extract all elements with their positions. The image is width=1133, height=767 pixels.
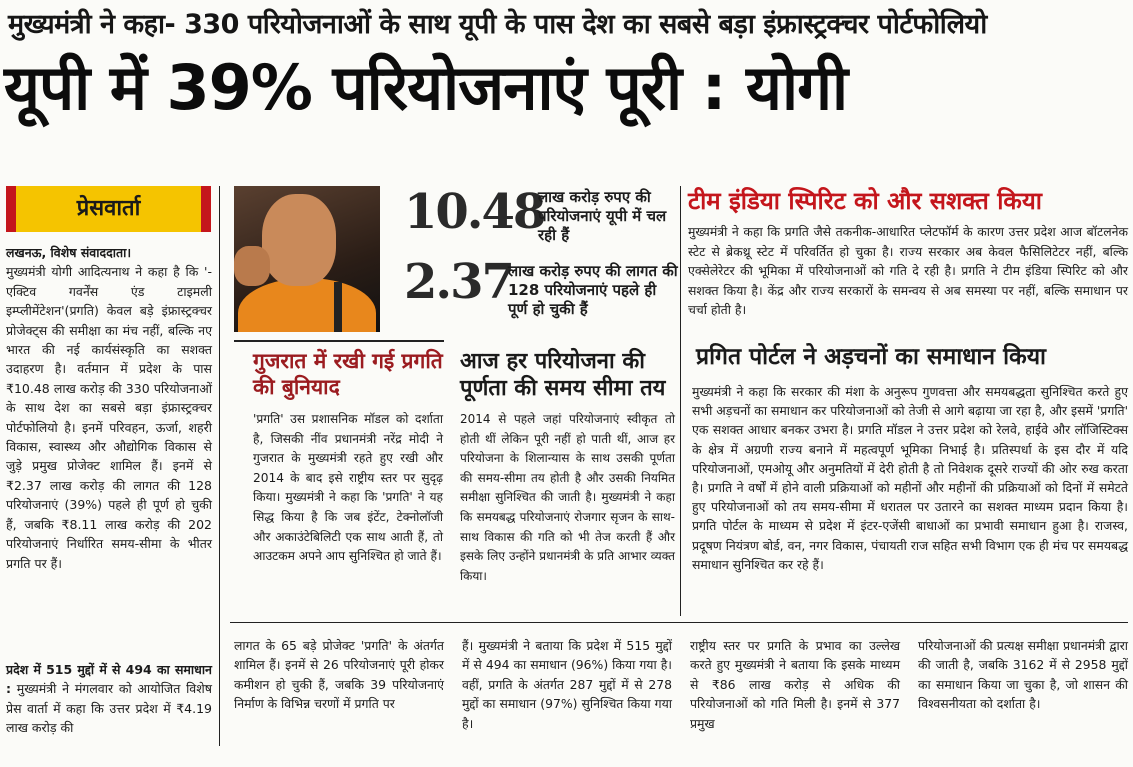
- column-divider: [219, 186, 220, 746]
- box-deadline-heading: आज हर परियोजना की पूर्णता की समय सीमा तय: [460, 349, 666, 401]
- chief-minister-photo: [234, 186, 380, 332]
- bottom-col-2: हैं। मुख्यमंत्री ने बताया कि प्रदेश में 515 मुद्दों में से 494 का समाधान (96%) किया गया है। वहीं, प्रगति के अंतर्गत 287 मुद्दों में से 278 मुद्दों का समाधान (97%) सुनिश्चित किया गया है।: [462, 638, 672, 731]
- lead-paragraph-2: मुख्यमंत्री ने मंगलवार को आयोजित विशेष प्रेस वार्ता में कहा कि उत्तर प्रदेश में ₹4.19 लाख करोड़ की: [6, 681, 212, 736]
- stat-number-2: 2.37: [404, 254, 513, 310]
- bottom-col-3: राष्ट्रीय स्तर पर प्रगति के प्रभाव का उल्लेख करते हुए मुख्यमंत्री ने बताया कि इसके माध्यम से ₹86 लाख करोड़ से अधिक की परियोजनाओं को गति मिली है। इनमें से 377 प्रमुख: [690, 638, 900, 731]
- box-team-text: मुख्यमंत्री ने कहा कि प्रगति जैसे तकनीक-आधारित प्लेटफॉर्म के कारण उत्तर प्रदेश आज बॉटलनेक स्टेट से ब्रेकथ्रू स्टेट में परिवर्तित हो चुका है। राज्य सरकार अब केवल फैसिलिटेटर नहीं, बल्कि एक्सेलेरेटर की भूमिका में परियोजनाओं को गति दे रही है। प्रगति ने टीम इंडिया स्पिरिट को और सशक्त किया है। केंद्र और राज्य सरकारों के समन्वय से अब समस्या पर नहीं, बल्कि समाधान पर चर्चा होती है।: [688, 224, 1128, 318]
- box-gujarat-rule: [234, 340, 444, 342]
- bottom-col-1: लागत के 65 बड़े प्रोजेक्ट 'प्रगति' के अंतर्गत शामिल हैं। इनमें से 26 परियोजनाएं पूरी होकर कमीशन हो चुकी हैं, जबकि 39 परियोजनाएं निर्माण के विभिन्न चरणों में प्रगति पर: [234, 638, 444, 712]
- stat-desc-1: लाख करोड़ रुपए की परियोजनाएं यूपी में चल रही हैं: [538, 188, 667, 244]
- lead-column: [6, 243, 212, 573]
- main-headline: यूपी में 39% परियोजनाएं पूरी : योगी: [4, 51, 848, 124]
- dateline: लखनऊ, विशेष संवाददाता।: [6, 245, 132, 260]
- lead-column-bottom: [6, 660, 212, 738]
- kicker-headline: मुख्यमंत्री ने कहा- 330 परियोजनाओं के साथ यूपी के पास देश का सबसे बड़ा इंफ्रास्ट्रक्चर पोर्टफोलियो: [8, 9, 987, 40]
- bottom-rule: [230, 622, 1128, 623]
- resolution-subhead: प्रदेश में 515 मुद्दों में से 494 का समाधान :: [6, 662, 212, 697]
- column-divider-right: [680, 186, 681, 616]
- badge-label: प्रेसवार्ता: [76, 196, 141, 221]
- lead-paragraph: मुख्यमंत्री योगी आदित्यनाथ ने कहा है कि '-एक्टिव गवर्नेंस एंड टाइमली इम्प्लीमेंटेशन'(प्रगति) केवल बड़े इंफ्रास्ट्रक्चर प्रोजेक्ट्स की समीक्षा का मंच नहीं, बल्कि नए भारत की नई कार्यसंस्कृति का सशक्त उदाहरण है। वर्तमान में प्रदेश के पास ₹10.48 लाख करोड़ की 330 परियोजनाओं के साथ देश का सबसे बड़ा इंफ्रास्ट्रक्चर पोर्टफोलियो है। इनमें परिवहन, ऊर्जा, शहरी विकास, स्वास्थ्य और औद्योगिक विकास से जुड़े प्रमुख प्रोजेक्ट शामिल हैं। इनमें से ₹2.37 लाख करोड़ की लागत की 128 परियोजनाएं (39%) पहले ही पूर्ण हो चुकी हैं, जबकि ₹8.11 लाख करोड़ की 202 परियोजनाएं निर्धारित समय-सीमा के भीतर प्रगति पर हैं।: [6, 264, 212, 571]
- stat-desc-2: लाख करोड़ रुपए की लागत की 128 परियोजनाएं पहले ही पूर्ण हो चुकी हैं: [508, 262, 678, 318]
- box-gujarat-heading: गुजरात में रखी गई प्रगति की बुनियाद: [253, 349, 443, 399]
- bottom-col-4: परियोजनाओं की प्रत्यक्ष समीक्षा प्रधानमंत्री द्वारा की जाती है, जबकि 3162 में से 2958 मुद्दों का समाधान किया जा चुका है, जो शासन की विश्वसनीयता को दर्शाता है।: [918, 638, 1128, 712]
- box-gujarat-text: 'प्रगति' उस प्रशासनिक मॉडल को दर्शाता है, जिसकी नींव प्रधानमंत्री नरेंद्र मोदी ने गुजरात के मुख्यमंत्री रहते हुए रखी और 2014 के बाद इसे राष्ट्रीय स्तर पर सुदृढ़ किया। मुख्यमंत्री ने कहा कि 'प्रगति' ने यह सिद्ध किया है कि जब इंटेंट, टेक्नोलॉजी और अकाउंटेबिलिटी एक साथ आती हैं, तो आउटकम अपने आप सुनिश्चित हो जाते हैं।: [253, 412, 443, 564]
- box-deadline-text: 2014 से पहले जहां परियोजनाएं स्वीकृत तो होती थीं लेकिन पूरी नहीं हो पाती थीं, आज हर परियोजना के शिलान्यास के साथ उसकी पूर्णता की समय-सीमा तय होती है और उसकी नियमित समीक्षा सुनिश्चित की जाती है। मुख्यमंत्री ने कहा कि समयबद्ध परियोजनाएं रोजगार सृजन के साथ-साथ विकास की गति को भी तेज करती हैं और इसके लिए उन्होंने प्रधानमंत्री के प्रति आभार व्यक्त किया।: [460, 412, 675, 583]
- stat-number-1: 10.48: [404, 184, 545, 240]
- press-conference-badge: [6, 186, 211, 232]
- box-team-heading: टीम इंडिया स्पिरिट को और सशक्त किया: [688, 187, 1042, 215]
- box-portal-heading: प्रगित पोर्टल ने अड़चनों का समाधान किया: [696, 344, 1046, 370]
- box-portal-text: मुख्यमंत्री ने कहा कि सरकार की मंशा के अनुरूप गुणवत्ता और समयबद्धता सुनिश्चित करते हुए सभी अड़चनों का समाधान कर परियोजनाओं को तेजी से आगे बढ़ाया जा रहा है, और इसमें 'प्रगति' एक सशक्त आधार बनकर उभरा है। प्रगति मॉडल ने उत्तर प्रदेश को रेलवे, हाईवे और लॉजिस्टिक्स के क्षेत्र में अग्रणी राज्य बनाने में महत्वपूर्ण भूमिका निभाई है। प्रतिस्पर्धा के इस दौर में यदि परियोजनाओं, एमओयू और अनुमतियों में देरी होती है तो निवेशक दूसरे राज्यों की ओर रुख करता है। प्रगति ने वर्षों में होने वाली प्रक्रियाओं को महीनों और महीनों की प्रक्रियाओं को दिनों में समेटते हुए परियोजनाओं को तय समय-सीमा में धरातल पर उतारने का सशक्त माध्यम प्रदान किया है। प्रगति पोर्टल के माध्यम से प्रदेश में इंटर-एजेंसी बाधाओं का प्रभावी समाधान हुआ है। राजस्व, प्रदूषण नियंत्रण बोर्ड, वन, नगर विकास, पंचायती राज सहित सभी विभाग एक ही मंच पर समयबद्ध समाधान सुनिश्चित कर रहे हैं।: [692, 384, 1128, 572]
